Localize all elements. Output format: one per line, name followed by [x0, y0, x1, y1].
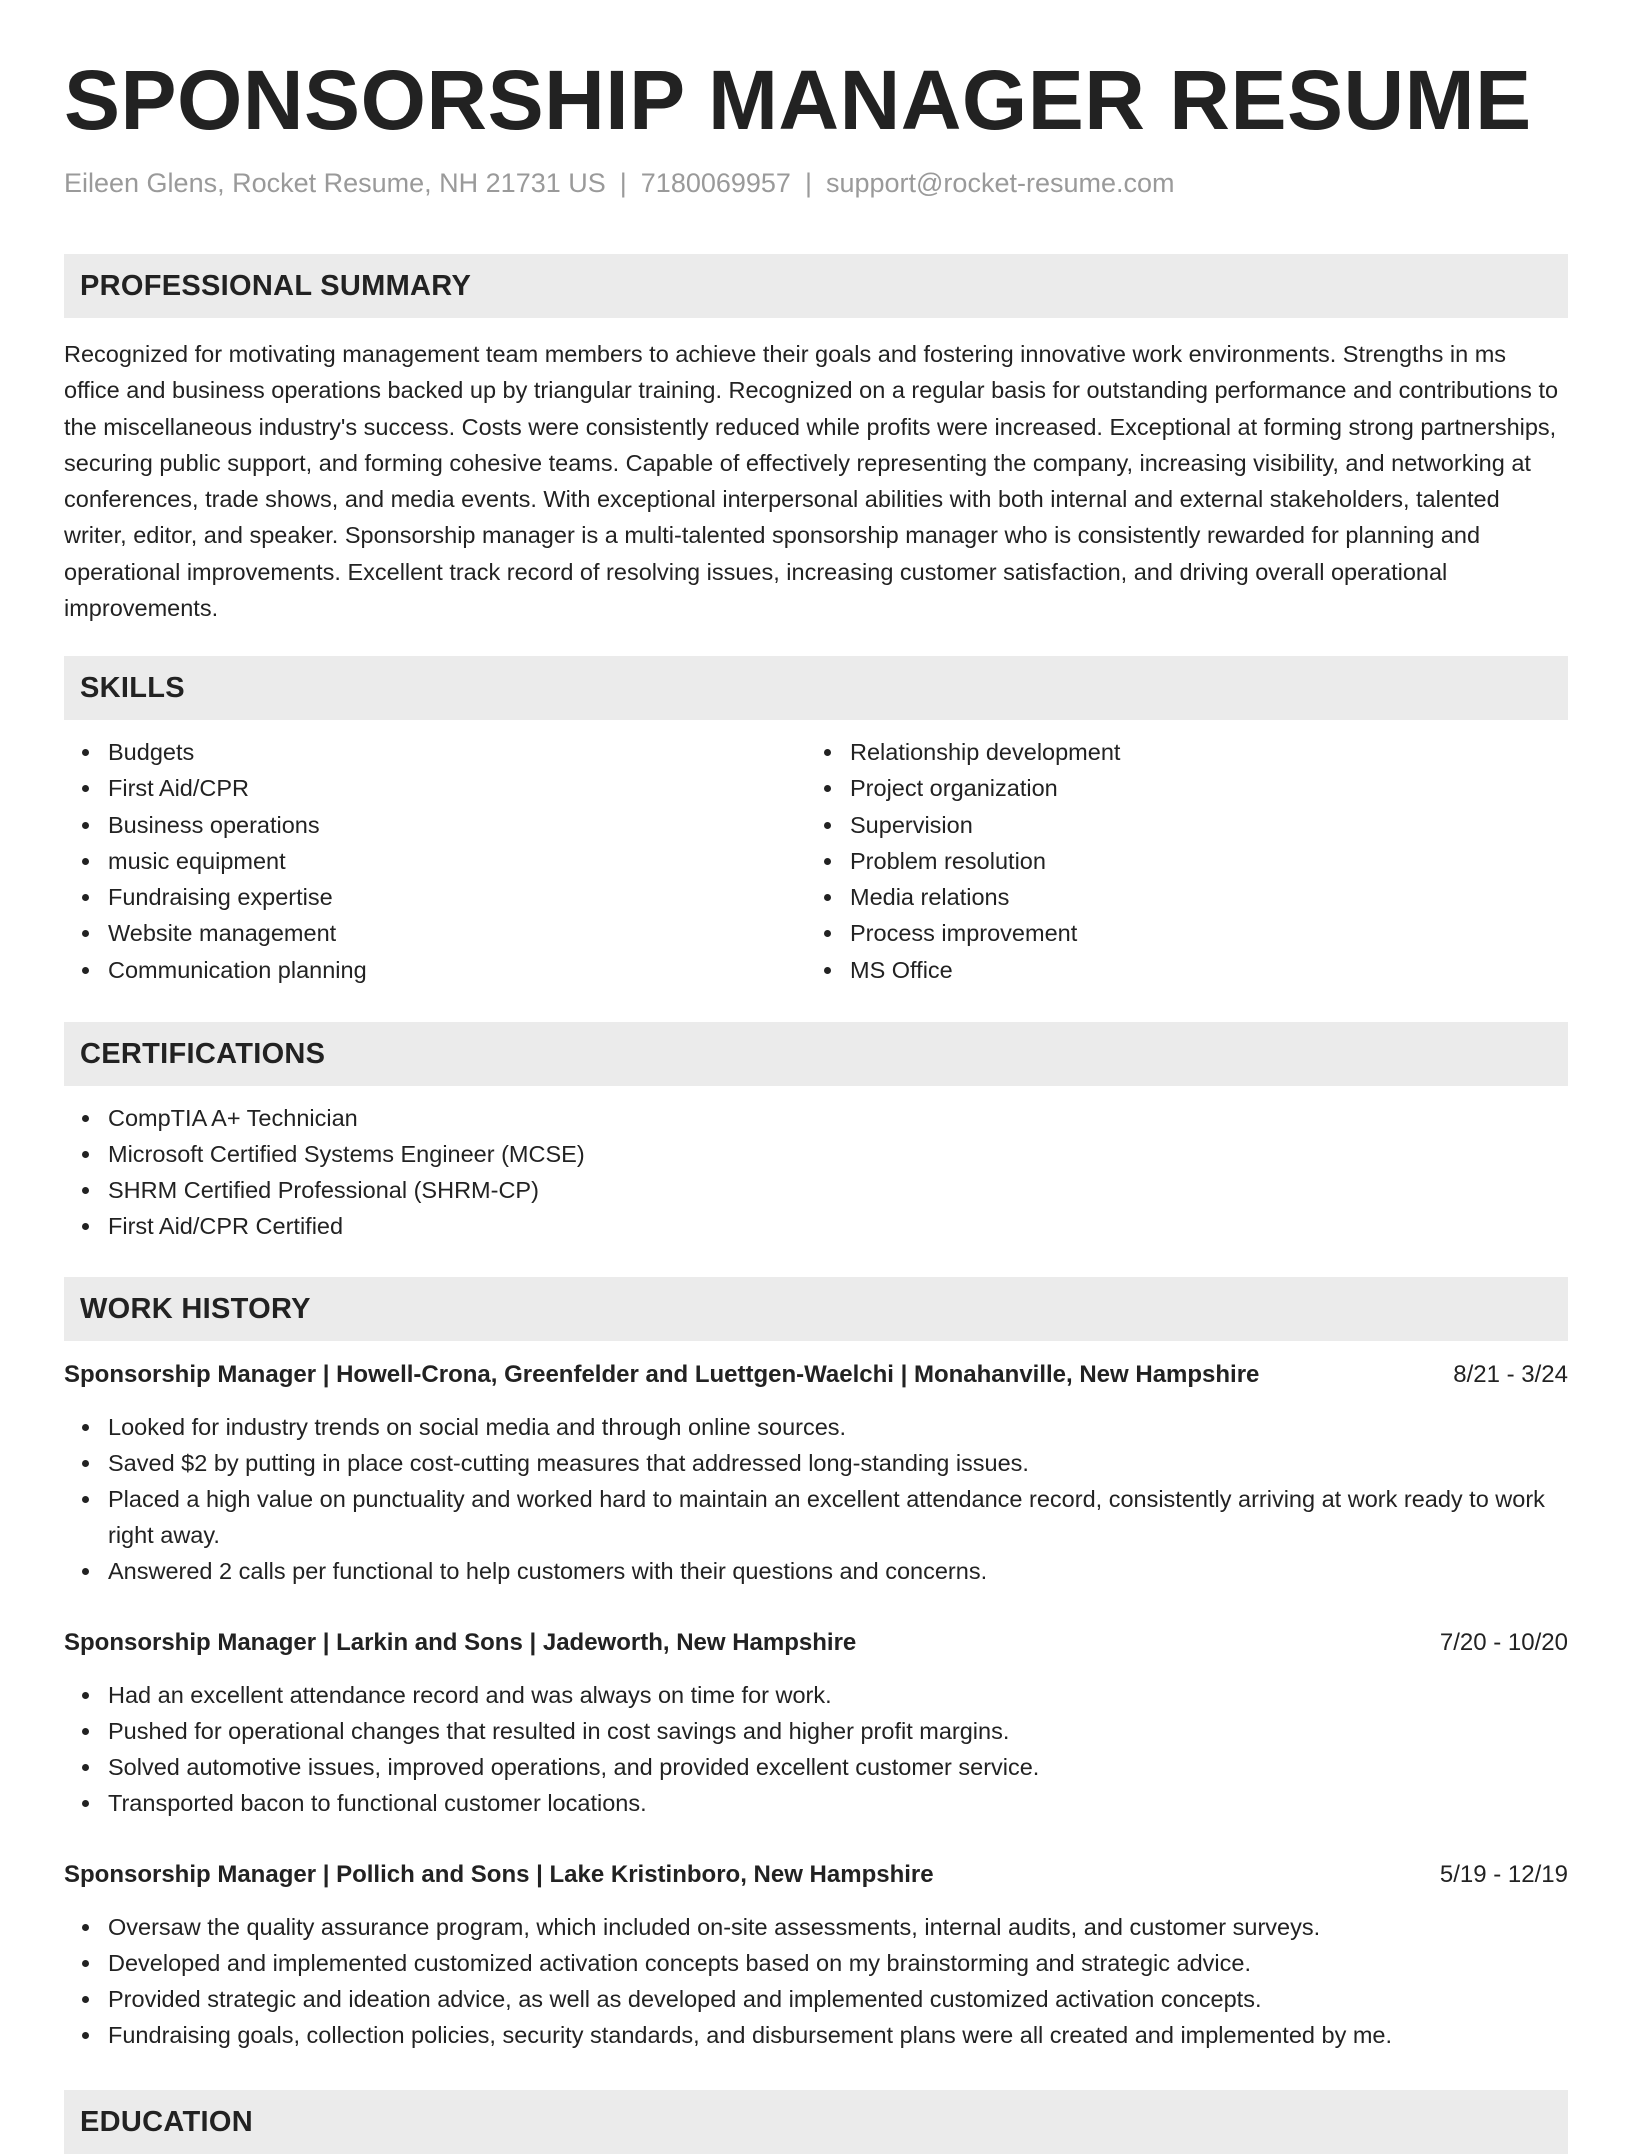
skill-item: Project organization [850, 770, 1548, 806]
job-bullet: Had an excellent attendance record and was always on time for work. [108, 1677, 1568, 1713]
skill-item: Website management [108, 915, 806, 951]
skill-item: Business operations [108, 807, 806, 843]
skills-heading: SKILLS [64, 656, 1568, 720]
job-bullets [64, 1677, 1568, 1821]
summary-section [64, 254, 1568, 626]
job-bullet: Solved automotive issues, improved operations, and provided excellent customer service. [108, 1749, 1568, 1785]
certification-item: First Aid/CPR Certified [108, 1208, 1568, 1244]
job-bullet: Fundraising goals, collection policies, security standards, and disbursement plans were all created and implemented by me. [108, 2017, 1568, 2053]
job-bullets [64, 1909, 1568, 2053]
certification-item: Microsoft Certified Systems Engineer (MCSE) [108, 1136, 1568, 1172]
skills-list-left [64, 734, 806, 988]
contact-line [64, 167, 1175, 199]
education-heading: EDUCATION [64, 2090, 1568, 2154]
job-bullet: Oversaw the quality assurance program, which included on-site assessments, internal audits, and customer surveys. [108, 1909, 1568, 1945]
certifications-heading: CERTIFICATIONS [64, 1022, 1568, 1086]
summary-text: Recognized for motivating management team members to achieve their goals and fostering innovative work environments. Strengths in ms office and business operations backed up by triangular training. Recognized on a regular basis for outstanding performance and contributions to the miscellaneous industry's success. Costs were consistently reduced while profits were increased. Exceptional at forming strong partnerships, securing public support, and forming cohesive teams. Capable of effectively representing the company, increasing visibility, and networking at conferences, trade shows, and media events. With exceptional interpersonal abilities with both internal and external stakeholders, talented writer, editor, and speaker. Sponsorship manager is a multi-talented sponsorship manager who is consistently rewarded for planning and operational improvements. Excellent track record of resolving issues, increasing customer satisfaction, and driving overall operational improvements. [64, 341, 1559, 622]
skill-item: MS Office [850, 952, 1548, 988]
skill-item: Supervision [850, 807, 1548, 843]
job-title: Sponsorship Manager | Howell-Crona, Greenfelder and Luettgen-Waelchi | Monahanville, New Hampshire [64, 1361, 1260, 1388]
contact-address: Eileen Glens, Rocket Resume, NH 21731 US [64, 168, 606, 198]
contact-separator: | [804, 168, 812, 198]
resume-title: SPONSORSHIP MANAGER RESUME [64, 53, 1532, 147]
skill-item: Process improvement [850, 915, 1548, 951]
skill-item: Media relations [850, 879, 1548, 915]
skills-list-right [806, 734, 1548, 988]
job-header [64, 1859, 1568, 1891]
certifications-list [64, 1100, 1568, 1244]
certification-item: CompTIA A+ Technician [108, 1100, 1568, 1136]
certifications-section [64, 1022, 1568, 1244]
job-bullet: Provided strategic and ideation advice, as well as developed and implemented customized activation concepts. [108, 1981, 1568, 2017]
skill-item: music equipment [108, 843, 806, 879]
job-bullet: Answered 2 calls per functional to help customers with their questions and concerns. [108, 1553, 1568, 1589]
job-bullet: Saved $2 by putting in place cost-cutting measures that addressed long-standing issues. [108, 1445, 1568, 1481]
job-bullet: Looked for industry trends on social media and through online sources. [108, 1409, 1568, 1445]
job-header [64, 1627, 1568, 1659]
skill-item: Fundraising expertise [108, 879, 806, 915]
summary-heading: PROFESSIONAL SUMMARY [64, 254, 1568, 318]
job-header [64, 1359, 1568, 1391]
job-bullet: Developed and implemented customized activation concepts based on my brainstorming and strategic advice. [108, 1945, 1568, 1981]
job-dates: 5/19 - 12/19 [1439, 1861, 1568, 1888]
job-bullet: Pushed for operational changes that resulted in cost savings and higher profit margins. [108, 1713, 1568, 1749]
job-dates: 7/20 - 10/20 [1439, 1629, 1568, 1656]
skill-item: Relationship development [850, 734, 1548, 770]
job-bullet: Transported bacon to functional customer locations. [108, 1785, 1568, 1821]
skill-item: Problem resolution [850, 843, 1548, 879]
certification-item: SHRM Certified Professional (SHRM-CP) [108, 1172, 1568, 1208]
contact-email[interactable]: support@rocket-resume.com [825, 168, 1175, 198]
job-bullets [64, 1409, 1568, 1589]
work-history-heading: WORK HISTORY [64, 1277, 1568, 1341]
skills-columns [64, 720, 1568, 988]
education-section [64, 2090, 1568, 2154]
job-dates: 8/21 - 3/24 [1453, 1361, 1568, 1388]
contact-separator: | [619, 168, 627, 198]
job-title: Sponsorship Manager | Pollich and Sons | Lake Kristinboro, New Hampshire [64, 1861, 934, 1888]
work-history-section [64, 1277, 1568, 1341]
job-entry [64, 1359, 1568, 1589]
skills-section [64, 656, 1568, 988]
contact-phone: 7180069957 [640, 168, 791, 198]
skill-item: Budgets [108, 734, 806, 770]
job-entry [64, 1859, 1568, 2053]
skill-item: Communication planning [108, 952, 806, 988]
job-title: Sponsorship Manager | Larkin and Sons | Jadeworth, New Hampshire [64, 1629, 857, 1656]
skill-item: First Aid/CPR [108, 770, 806, 806]
job-bullet: Placed a high value on punctuality and worked hard to maintain an excellent attendance record, consistently arriving at work ready to work right away. [108, 1481, 1568, 1553]
job-entry [64, 1627, 1568, 1821]
